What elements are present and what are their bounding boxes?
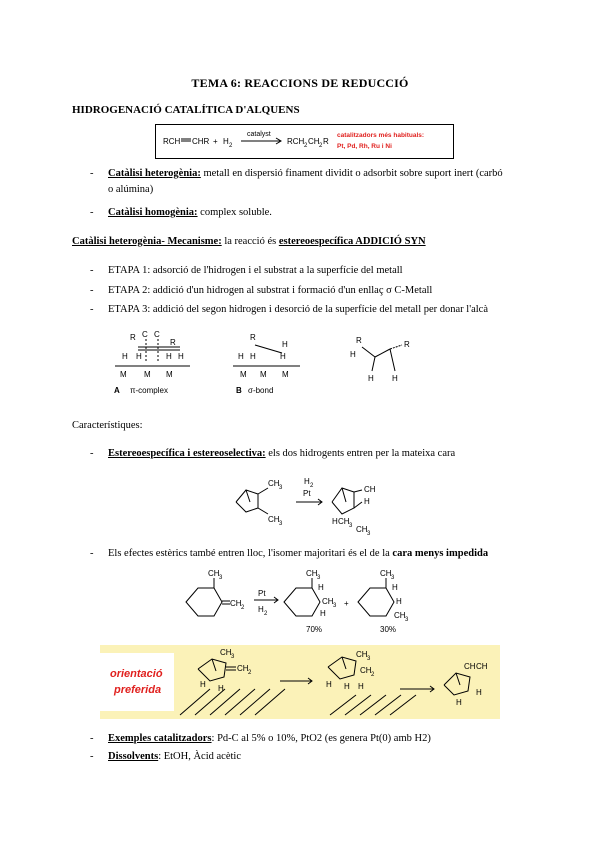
svg-text:Pt, Pd, Rh, Ru i Ni: Pt, Pd, Rh, Ru i Ni — [337, 143, 392, 150]
svg-text:A: A — [114, 386, 120, 395]
svg-text:2: 2 — [304, 143, 308, 149]
svg-text:H: H — [122, 352, 128, 361]
cyclohexane-hydrogenation-figure — [180, 568, 430, 636]
svg-text:M: M — [166, 370, 173, 379]
svg-text:M: M — [260, 370, 267, 379]
svg-text:CH: CH — [380, 569, 392, 578]
svg-text:3: 3 — [231, 654, 235, 660]
svg-text:M: M — [120, 370, 127, 379]
page-title: TEMA 6: REACCIONS DE REDUCCIÓ — [191, 76, 409, 90]
svg-text:CH: CH — [356, 525, 368, 534]
svg-text:+: + — [213, 137, 218, 146]
svg-text:CH: CH — [306, 569, 318, 578]
svg-text:H: H — [332, 517, 338, 526]
svg-text:3: 3 — [405, 617, 409, 623]
svg-text:R: R — [250, 333, 256, 342]
svg-text:CH: CH — [360, 666, 372, 675]
svg-text:H: H — [364, 497, 370, 506]
svg-text:CH: CH — [364, 485, 376, 494]
svg-text:H: H — [392, 583, 398, 592]
svg-text:H: H — [250, 352, 256, 361]
svg-text:H: H — [200, 680, 206, 689]
svg-text:catalitzadors més habituals:: catalitzadors més habituals: — [337, 132, 425, 139]
svg-text:2: 2 — [241, 605, 245, 611]
svg-text:3: 3 — [367, 531, 371, 536]
svg-text:H: H — [280, 352, 286, 361]
svg-text:H: H — [238, 352, 244, 361]
norbornene-hydrogenation-figure — [228, 472, 388, 536]
svg-text:3: 3 — [279, 521, 283, 527]
svg-text:H: H — [223, 137, 229, 146]
svg-text:B: B — [236, 386, 242, 395]
svg-text:H: H — [282, 340, 288, 349]
svg-text:CH: CH — [394, 611, 406, 620]
svg-text:H: H — [166, 352, 172, 361]
characteristics-label: Característiques: — [72, 420, 143, 431]
svg-text:CH: CH — [237, 664, 249, 673]
svg-text:2: 2 — [264, 611, 268, 617]
svg-text:C: C — [154, 330, 160, 339]
svg-text:2: 2 — [319, 143, 323, 149]
svg-text:H: H — [136, 352, 142, 361]
svg-text:Pt: Pt — [258, 589, 266, 598]
svg-text:30%: 30% — [380, 625, 397, 634]
svg-text:CH: CH — [268, 515, 280, 524]
svg-text:3: 3 — [279, 485, 283, 491]
svg-text:H: H — [456, 698, 462, 707]
svg-text:H: H — [178, 352, 184, 361]
svg-text:R: R — [356, 336, 362, 345]
svg-text:R: R — [323, 137, 329, 146]
reactant-text: RCH — [163, 137, 181, 146]
svg-text:orientació: orientació — [110, 668, 163, 680]
svg-text:2: 2 — [371, 672, 375, 678]
svg-text:2: 2 — [248, 670, 252, 676]
section-subtitle: HIDROGENACIÓ CATALÍTICA D'ALQUENS — [72, 104, 300, 116]
svg-text:H: H — [258, 605, 264, 614]
svg-text:preferida: preferida — [114, 684, 162, 696]
mechanism-figure — [110, 325, 440, 400]
svg-text:H: H — [218, 684, 224, 693]
svg-text:2: 2 — [310, 483, 314, 489]
svg-text:H: H — [396, 597, 402, 606]
svg-text:RCH: RCH — [287, 137, 305, 146]
svg-text:R: R — [404, 340, 410, 349]
svg-text:CH: CH — [464, 662, 476, 671]
svg-text:CH: CH — [338, 517, 350, 526]
svg-text:3: 3 — [367, 656, 371, 662]
svg-text:CHR: CHR — [192, 137, 210, 146]
svg-text:CH: CH — [268, 479, 280, 488]
svg-text:H: H — [476, 688, 482, 697]
svg-text:3: 3 — [317, 575, 321, 581]
svg-text:H: H — [320, 609, 326, 618]
hydrogenation-reaction-box — [155, 124, 455, 160]
svg-text:3: 3 — [333, 603, 337, 609]
svg-text:CH: CH — [230, 599, 242, 608]
svg-text:CH: CH — [356, 650, 368, 659]
svg-text:3: 3 — [349, 523, 353, 529]
orientation-figure — [100, 645, 500, 719]
svg-text:H: H — [358, 682, 364, 691]
svg-text:Pt: Pt — [303, 489, 311, 498]
svg-text:2: 2 — [229, 143, 233, 149]
svg-text:CH: CH — [322, 597, 334, 606]
svg-text:R: R — [130, 333, 136, 342]
svg-text:M: M — [144, 370, 151, 379]
svg-text:M: M — [240, 370, 247, 379]
svg-text:H: H — [326, 680, 332, 689]
svg-text:C: C — [142, 330, 148, 339]
svg-text:3: 3 — [219, 575, 223, 581]
svg-text:CH: CH — [208, 569, 220, 578]
svg-text:catalyst: catalyst — [247, 131, 271, 138]
svg-text:π-complex: π-complex — [130, 386, 168, 395]
svg-text:σ-bond: σ-bond — [248, 386, 274, 395]
svg-text:3: 3 — [391, 575, 395, 581]
svg-text:M: M — [282, 370, 289, 379]
svg-text:CH: CH — [476, 662, 488, 671]
svg-text:+: + — [344, 599, 349, 608]
svg-text:H: H — [392, 374, 398, 383]
svg-text:H: H — [304, 477, 310, 486]
svg-text:H: H — [368, 374, 374, 383]
svg-text:70%: 70% — [306, 625, 323, 634]
svg-text:H: H — [318, 583, 324, 592]
mechanism-header: Catàlisi heterogènia- Mecanisme: la reacció és estereoespecífica ADDICIÓ SYN — [72, 236, 426, 247]
svg-text:R: R — [170, 338, 176, 347]
svg-text:CH: CH — [220, 648, 232, 657]
svg-text:CH: CH — [308, 137, 320, 146]
svg-text:H: H — [350, 350, 356, 359]
svg-text:H: H — [344, 682, 350, 691]
